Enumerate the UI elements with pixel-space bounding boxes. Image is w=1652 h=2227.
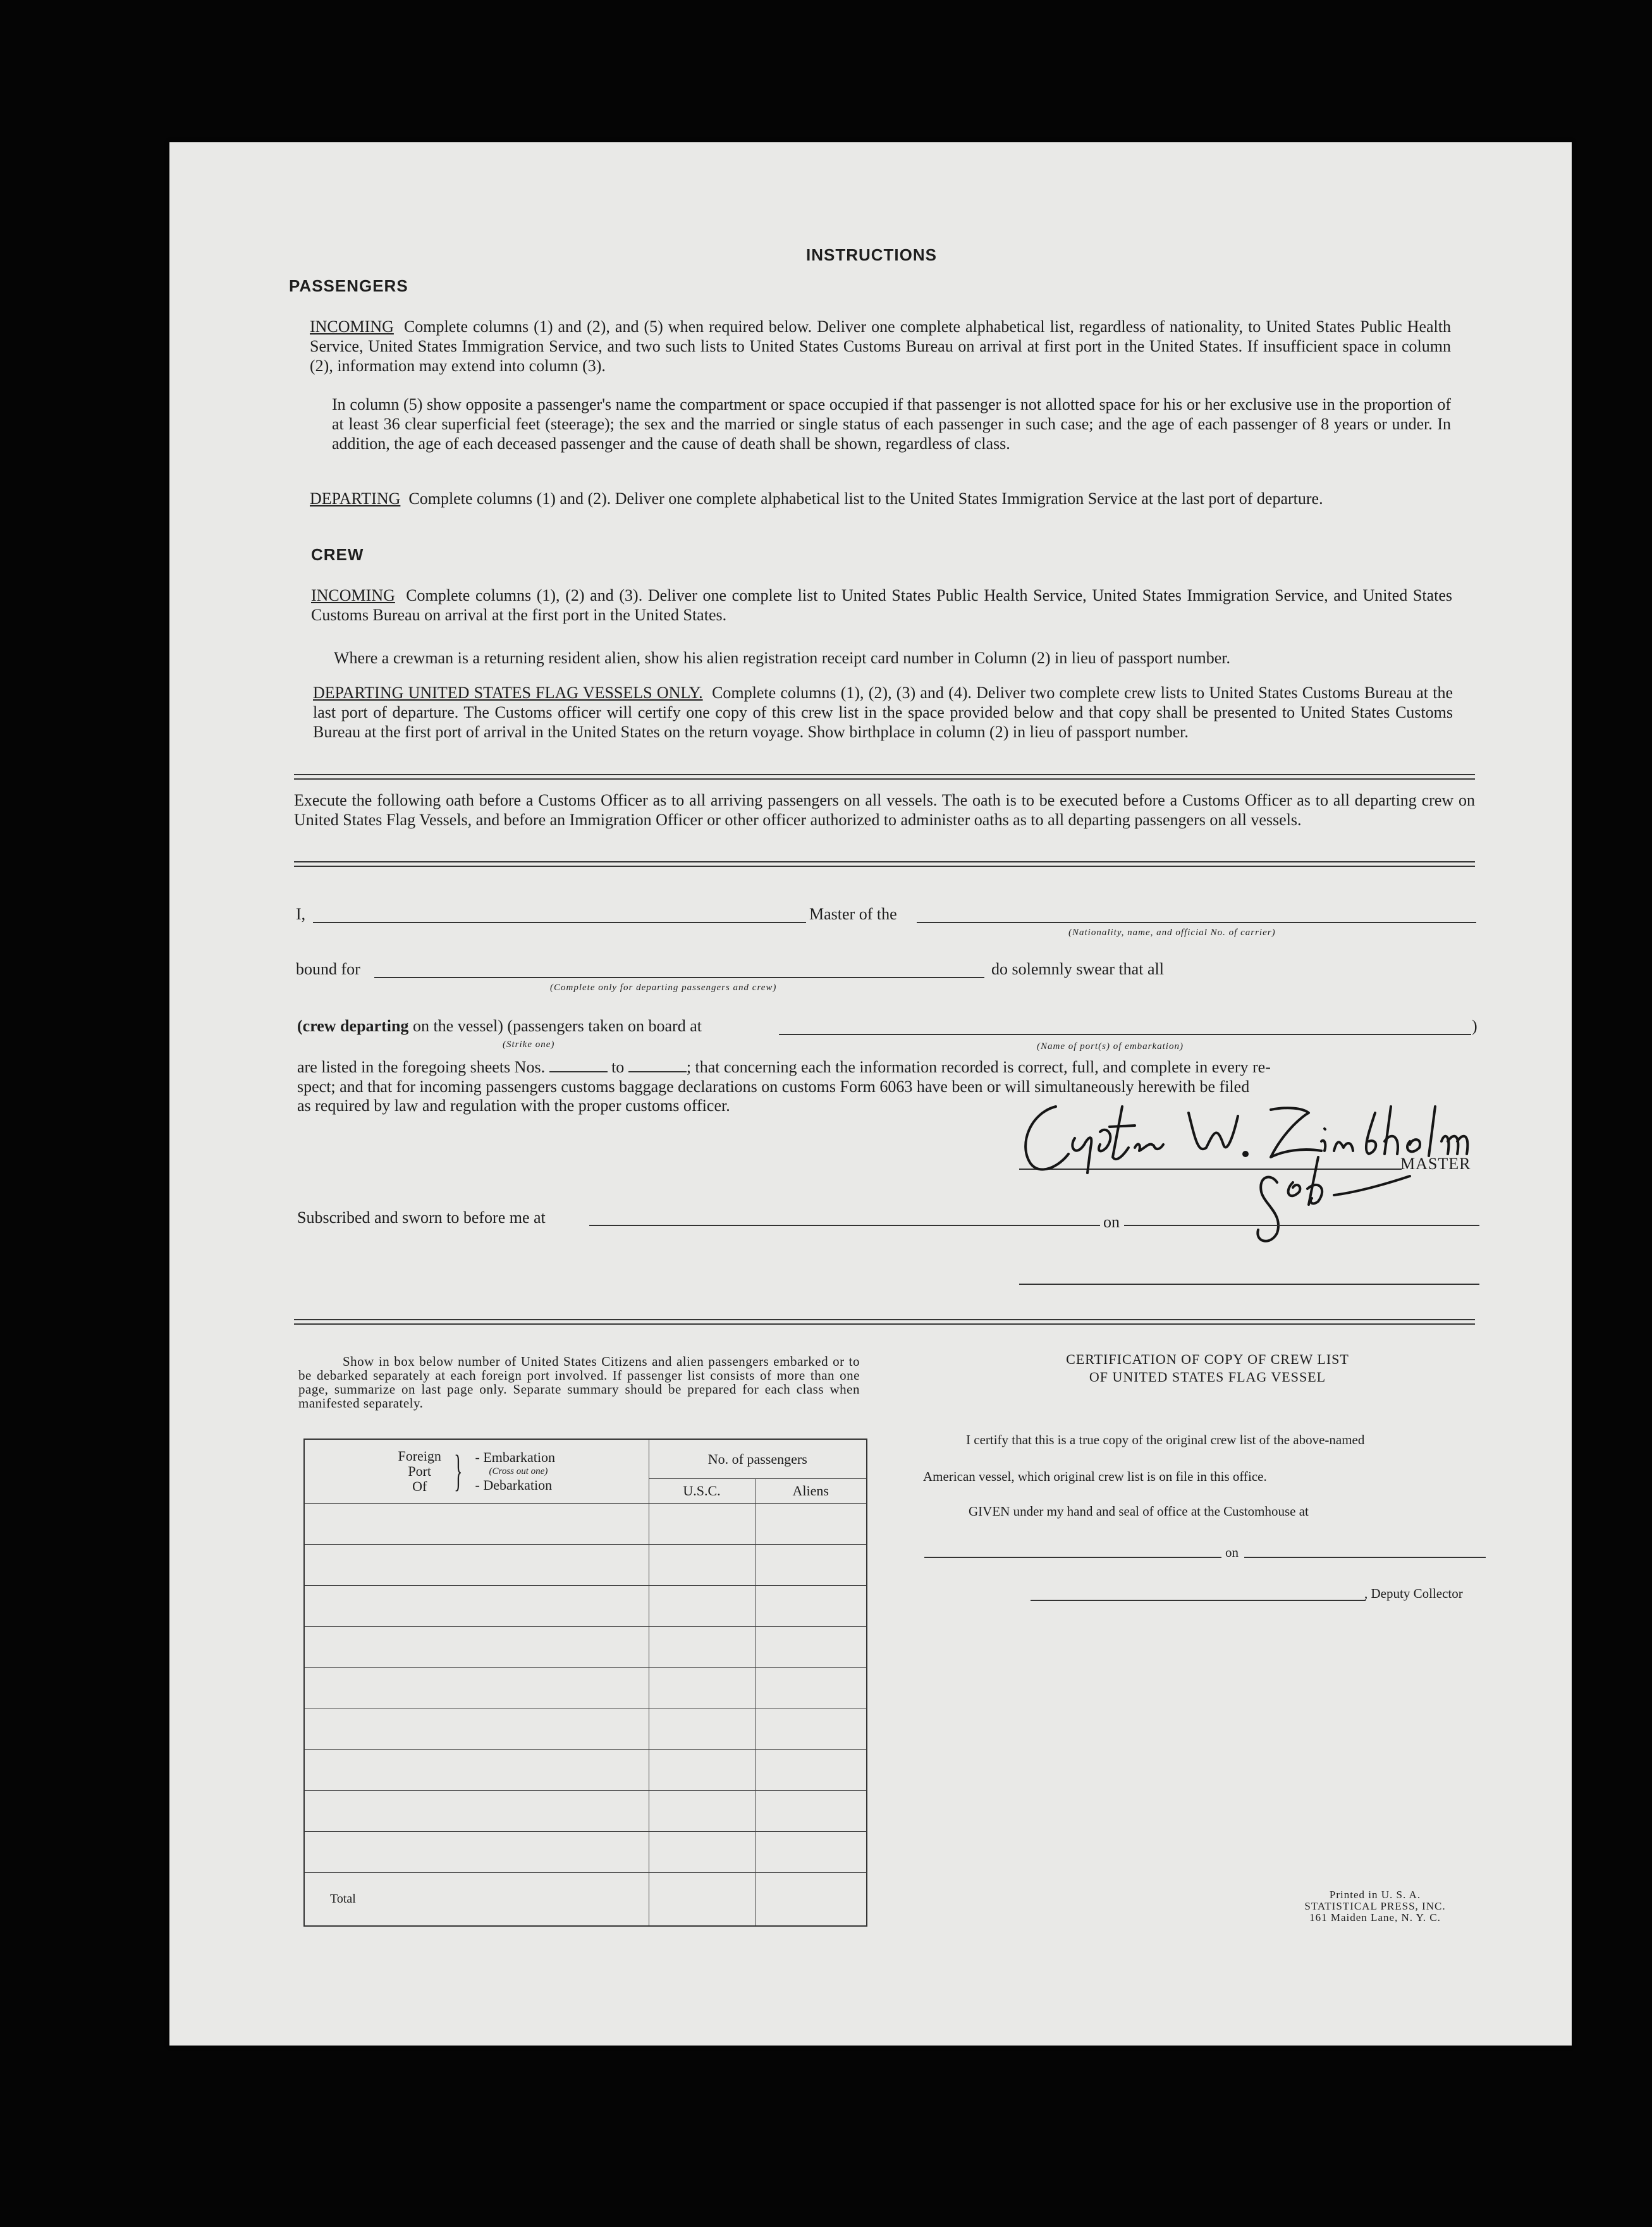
port-label: Port bbox=[408, 1463, 432, 1480]
aliens-cell[interactable] bbox=[755, 1832, 867, 1873]
aliens-total-cell[interactable] bbox=[755, 1873, 867, 1926]
no-passengers-header: No. of passengers bbox=[649, 1439, 867, 1479]
certification-on: on bbox=[1225, 1545, 1239, 1560]
port-cell[interactable] bbox=[304, 1750, 649, 1791]
crew-incoming-label: INCOMING bbox=[311, 586, 395, 604]
aliens-header: Aliens bbox=[755, 1479, 867, 1504]
usc-cell[interactable] bbox=[649, 1585, 755, 1626]
port-caption: (Name of port(s) of embarkation) bbox=[1037, 1041, 1184, 1052]
aliens-cell[interactable] bbox=[755, 1626, 867, 1667]
passengers-incoming-label: INCOMING bbox=[310, 317, 394, 336]
aliens-cell[interactable] bbox=[755, 1545, 867, 1586]
port-cell[interactable] bbox=[304, 1832, 649, 1873]
aliens-cell[interactable] bbox=[755, 1709, 867, 1750]
deputy-collector-field[interactable] bbox=[1031, 1600, 1366, 1601]
master-label: MASTER bbox=[1400, 1155, 1471, 1173]
passengers-heading: PASSENGERS bbox=[289, 276, 408, 295]
subscribed-date-field[interactable] bbox=[1124, 1225, 1479, 1226]
close-paren: ) bbox=[1472, 1017, 1478, 1035]
usc-cell[interactable] bbox=[649, 1832, 755, 1873]
officer-signature-field[interactable] bbox=[1019, 1284, 1479, 1285]
crew-incoming-text: Complete columns (1), (2) and (3). Deliver one complete list to United States Public Health Service, United States Immigration Service, and United States Customs Bureau on arrival at the first port in the United States. bbox=[311, 586, 1453, 624]
port-cell[interactable] bbox=[304, 1585, 649, 1626]
imprint-line1: Printed in U. S. A. bbox=[1329, 1889, 1421, 1901]
aliens-cell[interactable] bbox=[755, 1791, 867, 1832]
swear-text: do solemnly swear that all bbox=[991, 960, 1164, 978]
subscribed-place-field[interactable] bbox=[589, 1225, 1100, 1226]
usc-total-cell[interactable] bbox=[649, 1873, 755, 1926]
passengers-taken-label: (passengers taken on board at bbox=[507, 1017, 702, 1035]
usc-cell[interactable] bbox=[649, 1791, 755, 1832]
crew-departing-label: (crew departing bbox=[297, 1017, 409, 1035]
debarkation-option[interactable]: - Debarkation bbox=[475, 1477, 553, 1494]
embarkation-port-field[interactable] bbox=[779, 1034, 1471, 1035]
crew-flag-text: Complete columns (1), (2), (3) and (4). Deliver two complete crew lists to United States Customs Bureau at the last port of departure. The Customs officer will certify one copy of this crew list in the space provided below and that copy shall be presented to United States Customs Bureau at the first port of arrival in the United States on the return voyage. Show birthplace in column (2) in lieu of passport number. bbox=[313, 684, 1453, 741]
oath-i-label: I, bbox=[296, 905, 306, 923]
certification-text-line1: I certify that this is a true copy of the original crew list of the above-named bbox=[966, 1432, 1365, 1447]
passenger-summary-table bbox=[303, 1439, 867, 1927]
passengers-incoming-text: Complete columns (1) and (2), and (5) when required below. Deliver one complete alphabetical list, regardless of nationality, to United States Public Health Service, United States Immigration Service, and two such lists to United States Customs Bureau on arrival at first port in the United States. If insufficient space in column (2), information may extend into column (3). bbox=[310, 317, 1451, 375]
usc-cell[interactable] bbox=[649, 1545, 755, 1586]
passengers-departing-text: Complete columns (1) and (2). Deliver one complete alphabetical list to the United States Immigration Service at the last port of departure. bbox=[408, 489, 1323, 508]
bound-for-label: bound for bbox=[296, 960, 360, 978]
aliens-cell[interactable] bbox=[755, 1504, 867, 1545]
embarkation-option[interactable]: - Embarkation bbox=[475, 1449, 556, 1466]
usc-cell[interactable] bbox=[649, 1504, 755, 1545]
subscribed-label: Subscribed and sworn to before me at bbox=[297, 1208, 546, 1227]
passengers-incoming-block bbox=[310, 317, 1451, 376]
on-vessel-label: on the vessel) bbox=[412, 1017, 503, 1035]
imprint-line2: STATISTICAL PRESS, INC. bbox=[1304, 1900, 1446, 1912]
page-heading: INSTRUCTIONS bbox=[806, 245, 937, 264]
bound-for-caption: (Complete only for departing passengers and crew) bbox=[550, 983, 777, 993]
sheet-to-field[interactable] bbox=[628, 1058, 687, 1072]
deputy-collector-label: , Deputy Collector bbox=[1364, 1586, 1463, 1601]
strike-caption: (Strike one) bbox=[503, 1040, 555, 1050]
listed-sheets-line bbox=[297, 1057, 1271, 1077]
crew-incoming-block bbox=[311, 586, 1452, 625]
certification-title-line2: OF UNITED STATES FLAG VESSEL bbox=[1089, 1369, 1326, 1385]
aliens-cell[interactable] bbox=[755, 1750, 867, 1791]
port-cell[interactable] bbox=[304, 1504, 649, 1545]
imprint-line3: 161 Maiden Lane, N. Y. C. bbox=[1309, 1911, 1441, 1923]
listed-to: to bbox=[611, 1058, 625, 1076]
port-cell[interactable] bbox=[304, 1791, 649, 1832]
certification-date-field[interactable] bbox=[1244, 1557, 1486, 1558]
vessel-line bbox=[297, 1016, 702, 1036]
passengers-column5-text: In column (5) show opposite a passenger's name the compartment or space occupied if that passenger is not allotted space for his or her exclusive use in the proportion of at least 36 clear superficial feet (steerage); the sex and the married or single status of each passenger in such case; and the age of each passenger of 8 years or under. In addition, the age of each deceased passenger and the cause of death shall be shown, regardless of class. bbox=[332, 395, 1451, 453]
printer-imprint bbox=[1290, 1889, 1460, 1923]
listed-text-b: ; that concerning each the information recorded is correct, full, and complete in every re- bbox=[686, 1058, 1271, 1076]
customhouse-field[interactable] bbox=[924, 1557, 1221, 1558]
certification-text-line2: American vessel, which original crew list is on file in this office. bbox=[923, 1469, 1267, 1484]
master-name-field[interactable] bbox=[313, 922, 806, 923]
total-label: Total bbox=[304, 1873, 649, 1926]
port-cell[interactable] bbox=[304, 1709, 649, 1750]
divider bbox=[294, 1319, 1475, 1325]
sheet-from-field[interactable] bbox=[549, 1058, 608, 1072]
port-cell[interactable] bbox=[304, 1626, 649, 1667]
usc-cell[interactable] bbox=[649, 1750, 755, 1791]
cross-out-caption: (Cross out one) bbox=[489, 1466, 548, 1477]
passengers-departing-label: DEPARTING bbox=[310, 489, 401, 508]
certification-given: GIVEN under my hand and seal of office at the Customhouse at bbox=[969, 1504, 1309, 1519]
oath-intro: Execute the following oath before a Customs Officer as to all arriving passengers on all vessels. The oath is to be executed before a Customs Officer as to all departing crew on United States Flag Vessels, and before an Immigration Officer or other officer authorized to administer oaths as to all departing passengers on all vessels. bbox=[294, 791, 1475, 829]
subscribed-on-label: on bbox=[1103, 1213, 1120, 1231]
carrier-caption: (Nationality, name, and official No. of carrier) bbox=[1068, 928, 1276, 938]
aliens-cell[interactable] bbox=[755, 1667, 867, 1709]
crew-flag-block bbox=[313, 683, 1453, 742]
port-cell[interactable] bbox=[304, 1545, 649, 1586]
divider bbox=[294, 774, 1475, 780]
master-signature bbox=[1005, 1088, 1486, 1258]
crew-resident-text: Where a crewman is a returning resident alien, show his alien registration receipt card number in Column (2) in lieu of passport number. bbox=[334, 649, 1231, 667]
aliens-cell[interactable] bbox=[755, 1585, 867, 1626]
usc-cell[interactable] bbox=[649, 1626, 755, 1667]
of-label: Of bbox=[412, 1478, 427, 1495]
listed-text-a: are listed in the foregoing sheets Nos. bbox=[297, 1058, 546, 1076]
certification-title-line1: CERTIFICATION OF COPY OF CREW LIST bbox=[1066, 1351, 1349, 1367]
passengers-departing-block bbox=[310, 489, 1451, 508]
port-cell[interactable] bbox=[304, 1667, 649, 1709]
brace-icon: } bbox=[454, 1447, 463, 1496]
foreign-port-header bbox=[304, 1439, 649, 1504]
oath-line-2: spect; and that for incoming passengers customs baggage declarations on customs Form 6063 have been or will simultaneously herewith be filed bbox=[297, 1077, 1250, 1096]
summary-instructions: Show in box below number of United States Citizens and alien passengers embarked or to be debarked separately at each foreign port involved. If passenger list consists of more than one page, summarize on last page only. Separate summary should be prepared for each class when manifested separately. bbox=[298, 1354, 860, 1411]
certification-title bbox=[986, 1351, 1429, 1386]
oath-line-3: as required by law and regulation with the proper customs officer. bbox=[297, 1096, 730, 1115]
usc-cell[interactable] bbox=[649, 1667, 755, 1709]
usc-cell[interactable] bbox=[649, 1709, 755, 1750]
divider bbox=[294, 861, 1475, 867]
master-of-label: Master of the bbox=[809, 905, 897, 923]
foreign-label: Foreign bbox=[398, 1448, 441, 1464]
usc-header: U.S.C. bbox=[649, 1479, 755, 1504]
crew-flag-label: DEPARTING UNITED STATES FLAG VESSELS ONLY. bbox=[313, 684, 703, 702]
crew-heading: CREW bbox=[311, 545, 364, 564]
